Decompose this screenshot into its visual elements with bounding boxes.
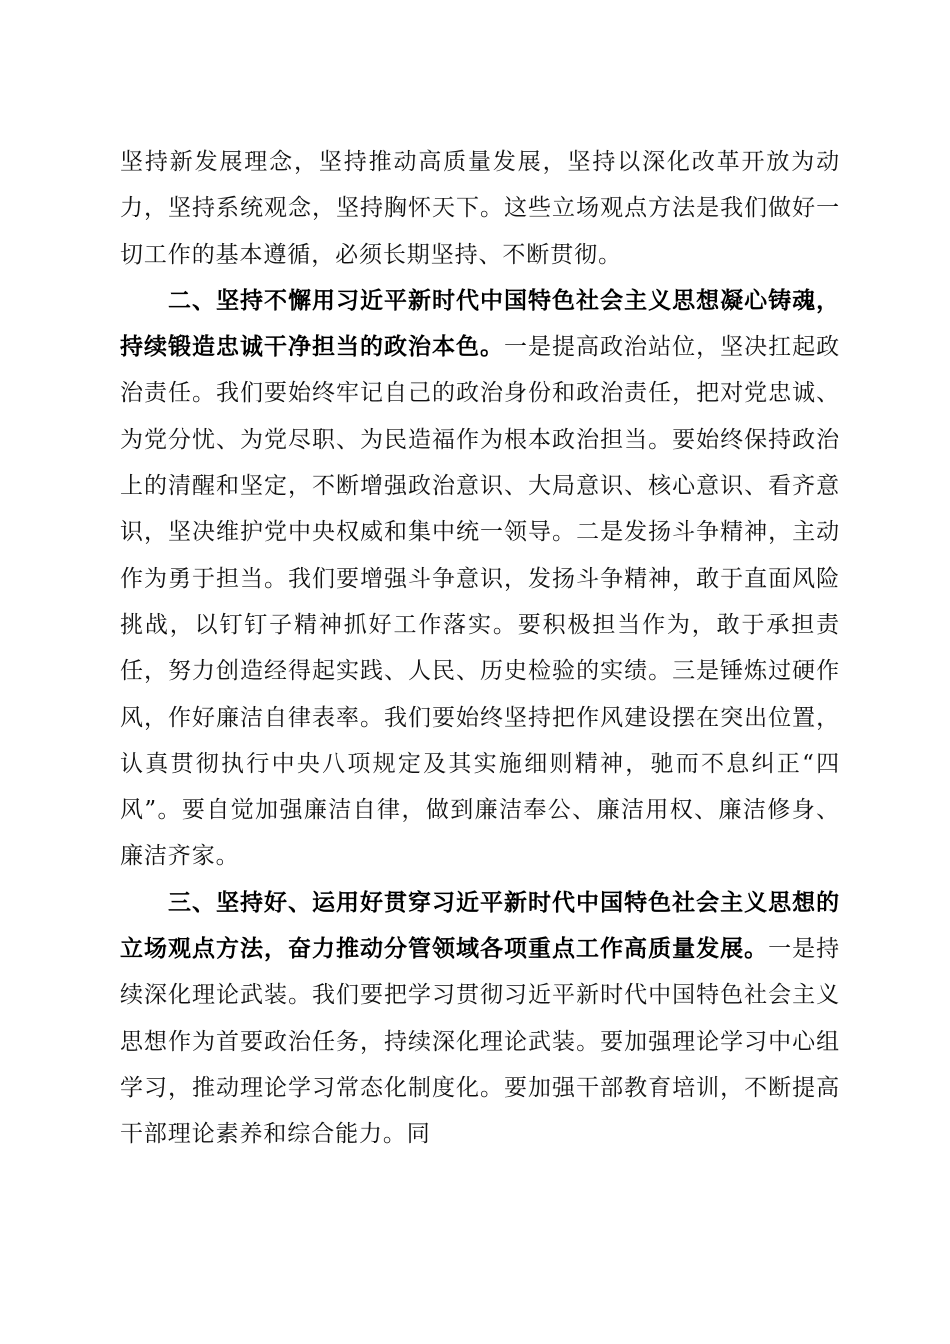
paragraph-2 — [120, 278, 840, 880]
paragraph-1 — [120, 139, 840, 278]
paragraph-3 — [120, 880, 840, 1158]
document-body — [120, 139, 840, 1158]
paragraph-1-text: 坚持新发展理念，坚持推动高质量发展，坚持以深化改革开放为动力，坚持系统观念，坚持胸怀天下。这些立场观点方法是我们做好一切工作的基本遵循，必须长期坚持、不断贯彻。 — [120, 149, 840, 268]
paragraph-2-heading: 二、坚持不懈用习近平新时代中国特色社会主义思想凝心铸魂，持续锻造忠诚干净担当的政治本色。 — [120, 287, 840, 361]
paragraph-2-text: 一是提高政治站位，坚决扛起政治责任。我们要始终牢记自己的政治身份和政治责任，把对党忠诚、为党分忧、为党尽职、为民造福作为根本政治担当。要始终保持政治上的清醒和坚定，不断增强政治意识、大局意识、核心意识、看齐意识，坚决维护党中央权威和集中统一领导。二是发扬斗争精神，主动作为勇于担当。我们要增强斗争意识，发扬斗争精神，敢于直面风险挑战，以钉钉子精神抓好工作落实。要积极担当作为，敢于承担责任，努力创造经得起实践、人民、历史检验的实绩。三是锤炼过硬作风，作好廉洁自律表率。我们要始终坚持把作风建设摆在突出位置，认真贯彻执行中央八项规定及其实施细则精神，驰而不息纠正“四风”。要自觉加强廉洁自律，做到廉洁奉公、廉洁用权、廉洁修身、廉洁齐家。 — [120, 334, 840, 870]
paragraph-3-text: 一是持续深化理论武装。我们要把学习贯彻习近平新时代中国特色社会主义思想作为首要政治任务，持续深化理论武装。要加强理论学习中心组学习，推动理论学习常态化制度化。要加强干部教育培训，不断提高干部理论素养和综合能力。同 — [120, 936, 840, 1148]
paragraph-3-heading: 三、坚持好、运用好贯穿习近平新时代中国特色社会主义思想的立场观点方法，奋力推动分管领域各项重点工作高质量发展。 — [120, 889, 840, 963]
